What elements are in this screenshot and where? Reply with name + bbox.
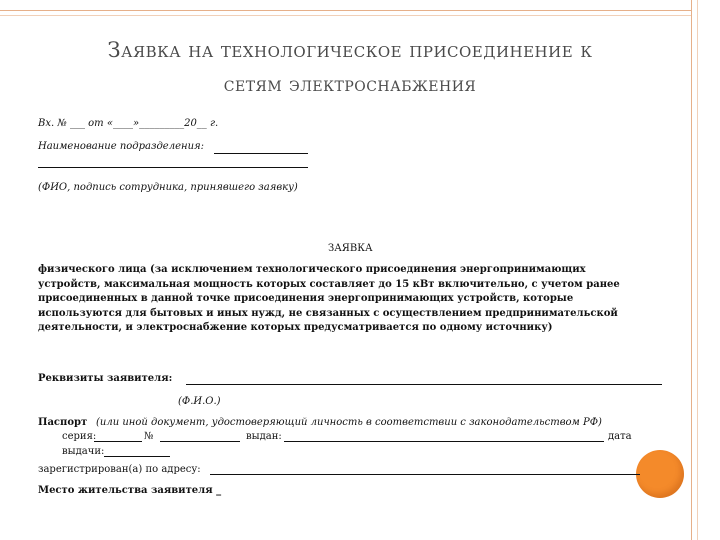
frame-top-line (0, 10, 692, 11)
date-label: дата (608, 431, 632, 442)
residence-label: Место жительства заявителя _ (38, 485, 222, 496)
requisites-blank (186, 384, 662, 385)
series-blank (94, 441, 142, 442)
fio-caption: (Ф.И.О.) (178, 396, 221, 407)
application-paragraph (38, 263, 642, 336)
page-title-line1: Заявка на технологическое присоединение к (107, 38, 593, 62)
decorative-circle (636, 450, 684, 498)
number-blank (160, 441, 240, 442)
incoming-number-line: Вх. № ___ от «____»_________20__ г. (38, 118, 219, 129)
series-label: серия: (62, 431, 97, 442)
fio-note: (ФИО, подпись сотрудника, принявшего заявку) (38, 182, 298, 193)
application-paragraph-text: физического лица (за исключением технологического присоединения энергопринимающих устройств, максимальная мощность которых составляет до 15 кВт включительно, с учетом ранее присоединенных в данной точке присоединения энергопринимающих устройств, которые используются для бытовых и иных нужд, не связанных с осуществлением предпринимательской деятельности, и электроснабжение которых предусматривается по одному источнику) (38, 264, 620, 334)
subdivision-label: Наименование подразделения: (38, 141, 205, 152)
issue-date-label: выдачи: (62, 446, 105, 457)
requisites-label: Реквизиты заявителя: (38, 373, 173, 384)
registered-label: зарегистрирован(а) по адресу: (38, 464, 201, 475)
frame-right-line (691, 0, 710, 540)
passport-note: (или иной документ, удостоверяющий личность в соответствии с законодательством РФ) (96, 417, 602, 428)
registered-blank (210, 474, 640, 475)
passport-label: Паспорт (38, 417, 88, 428)
page-title-line2: сетям электроснабжения (223, 72, 477, 96)
subdivision-blank (214, 153, 308, 154)
number-label: № (144, 431, 154, 442)
issue-date-blank (104, 456, 170, 457)
subdivision-blank-2 (38, 167, 308, 168)
issued-label: выдан: (246, 431, 282, 442)
application-heading: ЗАЯВКА (328, 243, 373, 254)
issued-blank (284, 441, 604, 442)
